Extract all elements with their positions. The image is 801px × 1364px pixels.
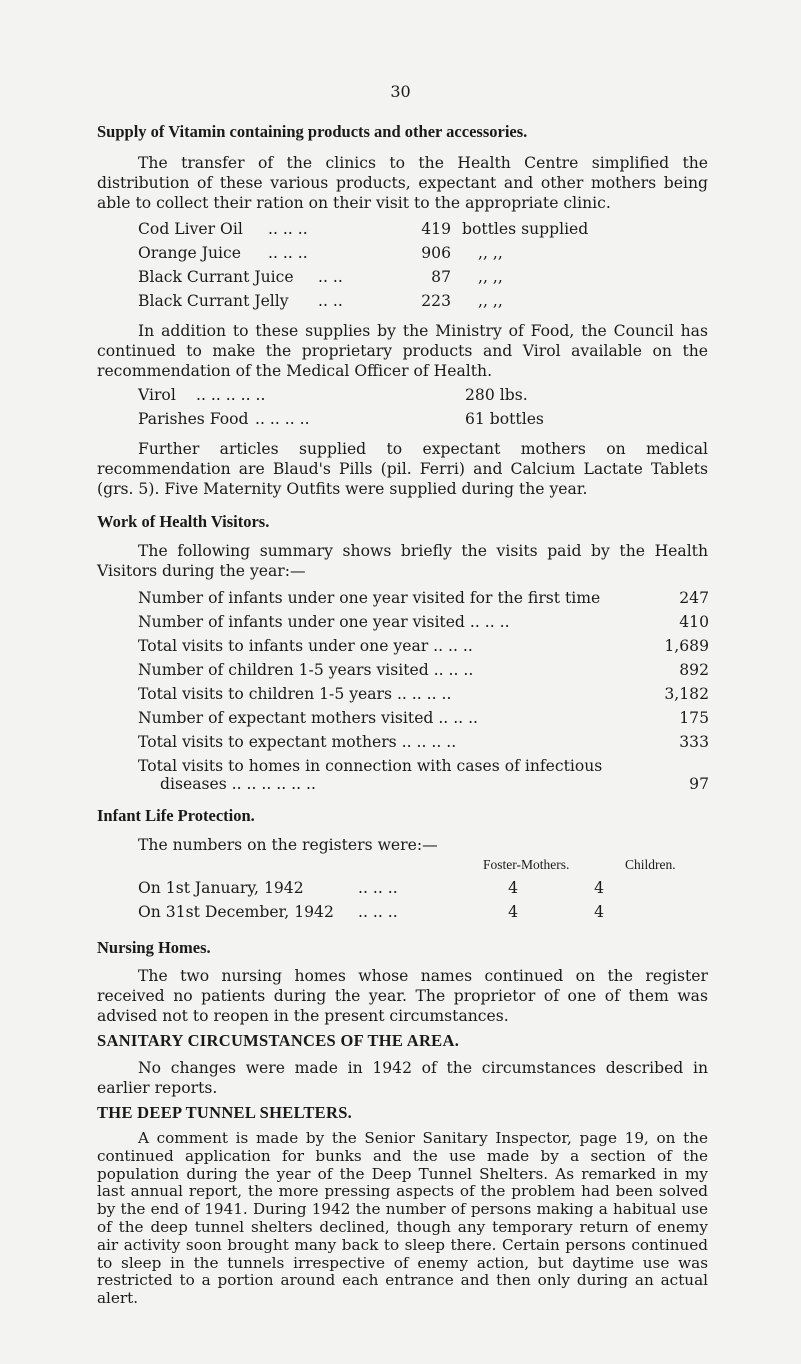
children-value: 4 (594, 903, 604, 921)
row-label: On 31st December, 1942 (138, 903, 334, 921)
item-qty: 87 (431, 268, 451, 286)
leader-dots: .. .. (318, 292, 343, 310)
row-value: 410 (679, 613, 709, 631)
row-label: Total visits to infants under one year .. .. .. (138, 637, 473, 655)
vitamin-heading: Supply of Vitamin containing products and other accessories. (97, 122, 528, 141)
row-label-continued: diseases .. .. .. .. .. .. (160, 775, 316, 793)
item-unit: bottles supplied (462, 220, 589, 238)
item-name: Virol (138, 386, 176, 404)
row-label: Number of infants under one year visited for the first time (138, 589, 601, 607)
foster-value: 4 (508, 879, 518, 897)
item-qty: 223 (421, 292, 451, 310)
infant-life-intro: The numbers on the registers were:— (138, 836, 438, 854)
item-qty: 906 (421, 244, 451, 262)
row-value: 3,182 (664, 685, 709, 703)
infant-life-heading: Infant Life Protection. (97, 806, 255, 825)
row-label: Total visits to children 1-5 years .. .. .. .. (138, 685, 452, 703)
row-label: On 1st January, 1942 (138, 879, 304, 897)
row-label: Total visits to homes in connection with cases of infectious (138, 757, 603, 775)
item-unit: ,, ,, (478, 268, 503, 286)
tunnel-heading: THE DEEP TUNNEL SHELTERS. (97, 1103, 353, 1122)
row-value: 333 (679, 733, 709, 751)
item-qty: 61 bottles (465, 410, 544, 428)
item-qty: 280 lbs. (465, 386, 528, 404)
row-label: Number of infants under one year visited .. .. .. (138, 613, 510, 631)
leader-dots: .. .. (318, 268, 343, 286)
leader-dots: .. .. .. .. .. (196, 386, 266, 404)
item-name: Parishes Food (138, 410, 249, 428)
col-header-children: Children. (625, 857, 676, 872)
item-unit: ,, ,, (478, 244, 503, 262)
leader-dots: .. .. .. (268, 244, 308, 262)
row-value: 892 (679, 661, 709, 679)
item-name: Cod Liver Oil (138, 220, 243, 238)
item-qty: 419 (421, 220, 451, 238)
foster-value: 4 (508, 903, 518, 921)
row-value: 97 (689, 775, 709, 793)
vitamin-addition: In addition to these supplies by the Ministry of Food, the Council has continued to make the proprietary products and Virol available on the recommendation of the Medical Officer of Health. (97, 322, 708, 380)
nursing-text: The two nursing homes whose names continued on the register received no patients during the year. The proprietor of one of them was advised not to reopen in the present circumstances. (97, 967, 708, 1025)
health-visitors-intro: The following summary shows briefly the visits paid by the Health Visitors during the year:— (97, 542, 708, 580)
row-label: Total visits to expectant mothers .. .. .. .. (138, 733, 457, 751)
item-name: Black Currant Juice (138, 268, 294, 286)
item-name: Orange Juice (138, 244, 241, 262)
page-number: 30 (390, 82, 411, 101)
tunnel-text: A comment is made by the Senior Sanitary Inspector, page 19, on the continued application for bunks and the use made by a section of the population during the year of the Deep Tunnel Shelters. As remarked in my last annual report, the more pressing aspects of the problem had been solved by the end of 1941. During 1942 the number of persons making a habitual use of the deep tunnel shelters declined, though any temporary return of enemy air activity soon brought many back to sleep there. Certain persons continued to sleep in the tunnels irrespective of enemy action, but daytime use was restricted to a portion around each entrance and then only during an actual alert. (97, 1129, 708, 1308)
item-name: Black Currant Jelly (138, 292, 289, 310)
leader-dots: .. .. .. (268, 220, 308, 238)
nursing-heading: Nursing Homes. (97, 938, 211, 957)
table-row (138, 757, 709, 797)
vitamin-intro: The transfer of the clinics to the Health Centre simplified the distribution of these various products, expectant and other mothers being able to collect their ration on their visit to the appropriate clinic. (97, 154, 708, 212)
row-label: Number of expectant mothers visited .. .. .. (138, 709, 479, 727)
leader-dots: .. .. .. (358, 903, 398, 921)
sanitary-heading: SANITARY CIRCUMSTANCES OF THE AREA. (97, 1031, 460, 1050)
row-value: 175 (679, 709, 709, 727)
row-value: 247 (679, 589, 709, 607)
item-unit: ,, ,, (478, 292, 503, 310)
children-value: 4 (594, 879, 604, 897)
col-header-foster: Foster-Mothers. (483, 857, 570, 872)
vitamin-further: Further articles supplied to expectant mothers on medical recommendation are Blaud's Pills (pil. Ferri) and Calcium Lactate Tablets (grs. 5). Five Maternity Outfits were supplied during the year. (97, 440, 708, 498)
leader-dots: .. .. .. (358, 879, 398, 897)
leader-dots: .. .. .. .. (255, 410, 310, 428)
row-label: Number of children 1-5 years visited .. .. .. (138, 661, 474, 679)
sanitary-text: No changes were made in 1942 of the circumstances described in earlier reports. (97, 1059, 708, 1097)
row-value: 1,689 (664, 637, 709, 655)
health-visitors-heading: Work of Health Visitors. (97, 512, 270, 531)
